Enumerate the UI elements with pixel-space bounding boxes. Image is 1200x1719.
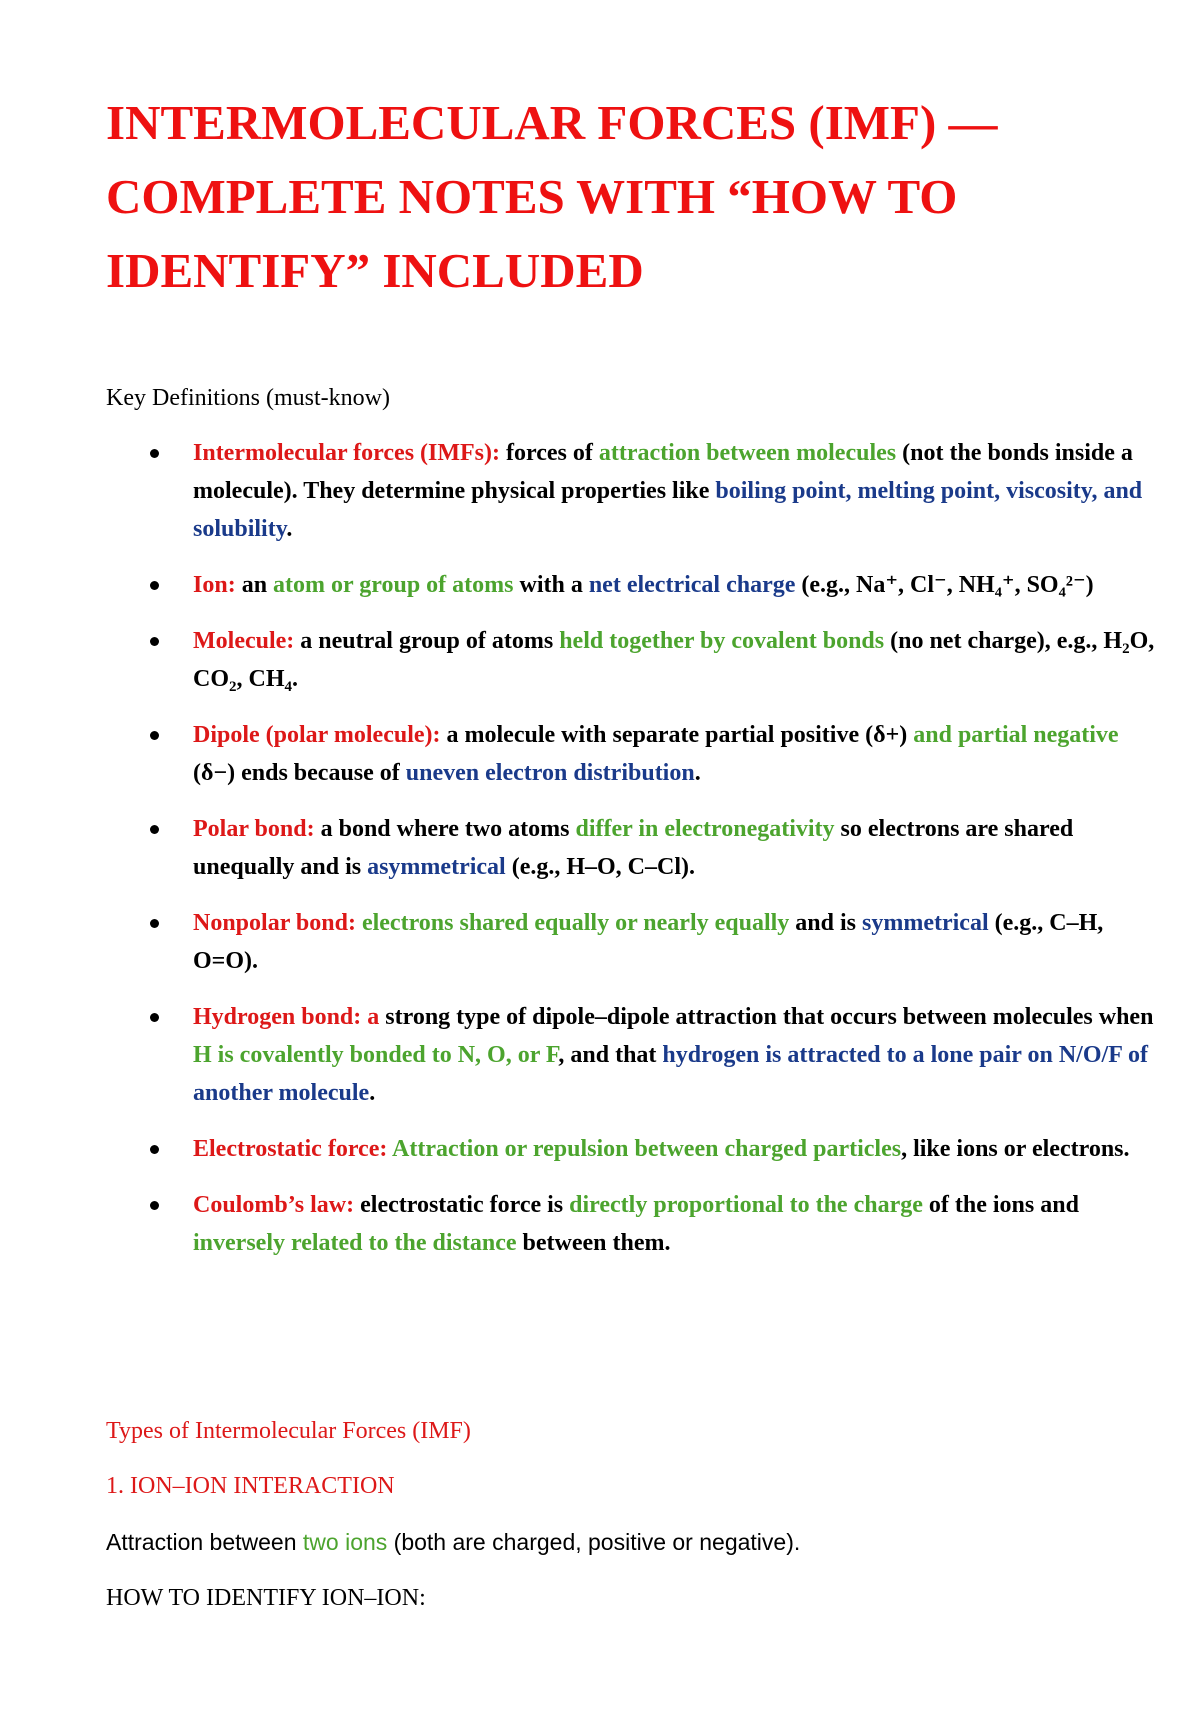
description-text: Attraction between [106, 1529, 303, 1555]
formula-subscript: 2 [1122, 641, 1130, 657]
definition-molecule [0, 622, 1200, 698]
definition-highlight: directly proportional to the charge [569, 1192, 923, 1218]
definition-term: Nonpolar bond: [193, 910, 356, 936]
definition-dipole [0, 716, 1200, 792]
definition-text: (no net charge), e.g., [884, 628, 1104, 654]
types-heading: Types of Intermolecular Forces (IMF) [106, 1418, 471, 1444]
description-text: (both are charged, positive or negative). [387, 1529, 801, 1555]
definition-nonpolar-bond [0, 904, 1200, 980]
formula-subscript: 4 [284, 679, 292, 695]
definition-emphasis: hydrogen is attracted to a lone pair on N/O/F of another molecule [193, 1042, 1148, 1106]
formula-subscript: 2 [229, 679, 237, 695]
definition-electrostatic-force [0, 1130, 1200, 1168]
definition-imf [0, 434, 1200, 548]
definition-text: strong type of dipole–dipole attraction that occurs between molecules when [379, 1004, 1154, 1030]
title-line-2: COMPLETE NOTES WITH “HOW TO [106, 169, 958, 224]
formula-co2: CO [193, 666, 229, 692]
definition-emphasis: boiling point, melting point, viscosity, and solubility [193, 478, 1143, 542]
definition-text: . [369, 1080, 376, 1106]
definition-text: , like ions or electrons. [901, 1136, 1130, 1162]
definition-text: an [235, 572, 274, 598]
definition-coulombs-law [0, 1186, 1200, 1262]
definition-highlight: H is covalently bonded to N, O, or F [193, 1042, 559, 1068]
definition-emphasis: uneven electron distribution [405, 760, 695, 786]
ion-ion-heading: 1. ION–ION INTERACTION [106, 1473, 395, 1499]
formula-h2o: H [1103, 628, 1123, 654]
definition-term: Electrostatic force: [193, 1136, 388, 1162]
bullet-icon [150, 1013, 159, 1022]
bullet-icon [150, 919, 159, 928]
definition-text: (δ−) ends because of [193, 760, 406, 786]
definition-ion [0, 566, 1200, 604]
definition-text: and is [789, 910, 862, 936]
definition-text: (e.g., H–O, C–Cl). [505, 854, 696, 880]
definition-polar-bond [0, 810, 1200, 886]
definition-highlight: electrons shared equally or nearly equally [361, 910, 790, 936]
definition-text: (e.g., C–H, O=O). [193, 910, 1104, 974]
definition-highlight: differ in electronegativity [575, 816, 835, 842]
ion-ion-description [106, 1526, 800, 1558]
bullet-icon [150, 449, 159, 458]
definition-text: of the ions and [922, 1192, 1079, 1218]
formula-h2o-rest: O, [1129, 628, 1155, 654]
description-highlight: two ions [302, 1529, 388, 1555]
definition-text: with a [513, 572, 589, 598]
bullet-icon [150, 637, 159, 646]
definition-text: a bond where two atoms [314, 816, 576, 842]
definition-highlight: inversely related to the distance [193, 1230, 517, 1256]
bullet-icon [150, 825, 159, 834]
definition-highlight: Attraction or repulsion between charged particles [392, 1136, 902, 1162]
definition-text: . [694, 760, 701, 786]
definition-highlight: held together by covalent bonds [559, 628, 885, 654]
definition-term: Coulomb’s law: [193, 1192, 355, 1218]
definition-hydrogen-bond [0, 998, 1200, 1112]
key-definitions-heading: Key Definitions (must-know) [106, 385, 390, 411]
bullet-icon [150, 581, 159, 590]
definition-text: a neutral group of atoms [294, 628, 560, 654]
definition-text: , and that [558, 1042, 663, 1068]
page-title [106, 86, 1126, 308]
definitions-list [0, 434, 1200, 1280]
definition-text: . [286, 516, 293, 542]
definition-text: so electrons are shared unequally and is [193, 816, 1074, 880]
definition-emphasis: asymmetrical [367, 854, 506, 880]
formula-ch4: CH [248, 666, 285, 692]
definition-emphasis: net electrical charge [588, 572, 796, 598]
definition-term: Polar bond: [193, 816, 315, 842]
bullet-icon [150, 731, 159, 740]
definition-text: electrostatic force is [354, 1192, 570, 1218]
definition-highlight: atom or group of atoms [273, 572, 514, 598]
definition-highlight: attraction between molecules [598, 440, 897, 466]
title-line-3: IDENTIFY” INCLUDED [106, 243, 644, 298]
formula-ch4-rest: . [292, 666, 298, 692]
how-to-identify-heading: HOW TO IDENTIFY ION–ION: [106, 1585, 426, 1611]
definition-term: Intermolecular forces (IMFs): [193, 440, 501, 466]
definition-emphasis: symmetrical [862, 910, 989, 936]
bullet-icon [150, 1201, 159, 1210]
definition-text: between them. [516, 1230, 671, 1256]
definition-term: Hydrogen bond: a [193, 1004, 380, 1030]
bullet-icon [150, 1145, 159, 1154]
definition-term: Dipole (polar molecule): [193, 722, 441, 748]
formula-co2-rest: , [236, 666, 249, 692]
title-line-1: INTERMOLECULAR FORCES (IMF) — [106, 95, 998, 150]
definition-text: (not the bonds inside a molecule). They determine physical properties like [193, 440, 1133, 504]
definition-term: Molecule: [193, 628, 295, 654]
definition-text: (e.g., Na⁺, Cl⁻, NH₄⁺, SO₄²⁻) [795, 572, 1094, 598]
definition-text: forces of [500, 440, 599, 466]
definition-highlight: and partial negative [913, 722, 1119, 748]
definition-text: a molecule with separate partial positive (δ+) [440, 722, 914, 748]
definition-term: Ion: [193, 572, 236, 598]
